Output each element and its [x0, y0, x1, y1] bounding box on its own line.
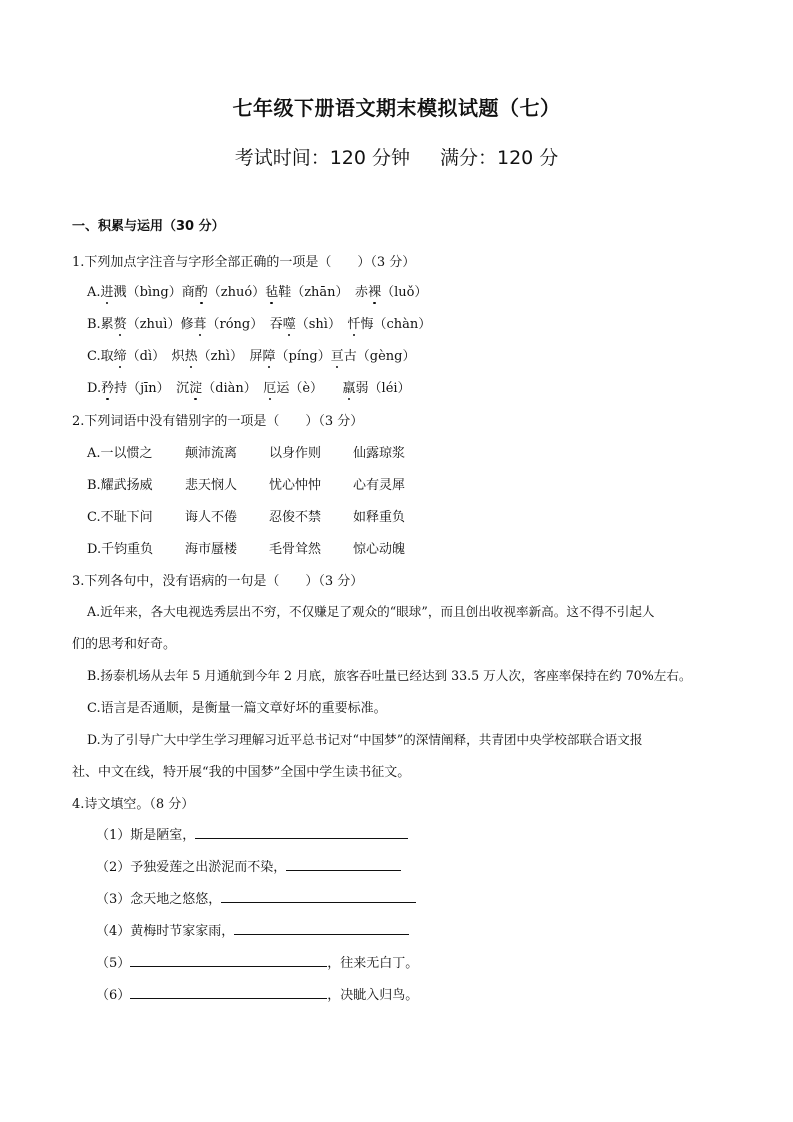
question-1-stem: 1.下列加点字注音与字形全部正确的一项是（ ）（3 分）: [72, 255, 416, 270]
page-title: 七年级下册语文期末模拟试题（七）: [232, 96, 561, 120]
answer-blank[interactable]: [286, 856, 401, 871]
full-score: 满分：120 分: [440, 147, 559, 169]
question-1-option-d: D.矜持（jīn） 沉淀（diàn） 厄运（è） 羸弱（léi）: [87, 377, 411, 396]
exam-info: [0, 143, 793, 170]
section-heading: 一、积累与运用（30 分）: [72, 219, 225, 234]
question-3-option-d-cont: 社、中文在线，特开展“我的中国梦”全国中学生读书征文。: [72, 765, 411, 780]
question-1-option-b: B.累赘（zhuì）修葺（róng） 吞噬（shì） 忏悔（chàn）: [87, 313, 431, 332]
question-2-option-b: B.耀武扬威 悲天悯人 忧心忡忡 心有灵犀: [87, 478, 406, 493]
question-1-option-c: C.取缔（dì） 炽热（zhì） 屏障（píng）亘古（gèng）: [87, 345, 415, 364]
question-2-option-d: D.千钧重负 海市蜃楼 毛骨耸然 惊心动魄: [87, 542, 406, 557]
question-3-option-c: C.语言是否通顺，是衡量一篇文章好坏的重要标准。: [87, 701, 387, 716]
question-2-option-a: A.一以惯之 颠沛流离 以身作则 仙露琼浆: [87, 446, 406, 461]
fill-item-6: （6） ，决眦入归鸟。: [96, 984, 418, 1003]
fill-item-5: （5） ，往来无白丁。: [96, 952, 418, 971]
answer-blank[interactable]: [221, 888, 416, 903]
answer-blank[interactable]: [130, 952, 327, 967]
answer-blank[interactable]: [195, 824, 408, 839]
question-4-stem: 4.诗文填空。（8 分）: [72, 797, 195, 812]
question-2-stem: 2.下列词语中没有错别字的一项是（ ）（3 分）: [72, 414, 364, 429]
answer-blank[interactable]: [130, 984, 327, 999]
fill-item-1: （1）斯是陋室，: [96, 824, 408, 843]
fill-item-2: （2）予独爱莲之出淤泥而不染，: [96, 856, 401, 875]
fill-item-4: （4）黄梅时节家家雨，: [96, 920, 409, 939]
question-3-option-a-cont: 们的思考和好奇。: [72, 637, 177, 652]
fill-item-3: （3）念天地之悠悠，: [96, 888, 416, 907]
answer-blank[interactable]: [234, 920, 409, 935]
exam-time: 考试时间：120 分钟: [234, 147, 410, 169]
question-3-stem: 3.下列各句中，没有语病的一句是（ ）（3 分）: [72, 574, 364, 589]
question-3-option-a: A.近年来，各大电视选秀层出不穷，不仅赚足了观众的“眼球”，而且创出收视率新高。这不得不引起人: [87, 604, 655, 619]
question-1-option-a: A.进溅（bìng）商酌（zhuó）毡鞋（zhān） 赤裸（luǒ）: [87, 281, 427, 300]
question-2-option-c: C.不耻下问 诲人不倦 忍俊不禁 如释重负: [87, 510, 406, 525]
question-3-option-b: B.扬泰机场从去年 5 月通航到今年 2 月底，旅客吞吐量已经达到 33.5 万人次，客座率保持在约 70%左右。: [87, 668, 692, 683]
question-3-option-d: D.为了引导广大中学生学习理解习近平总书记对“中国梦”的深情阐释，共青团中央学校部联合语文报: [87, 732, 643, 747]
